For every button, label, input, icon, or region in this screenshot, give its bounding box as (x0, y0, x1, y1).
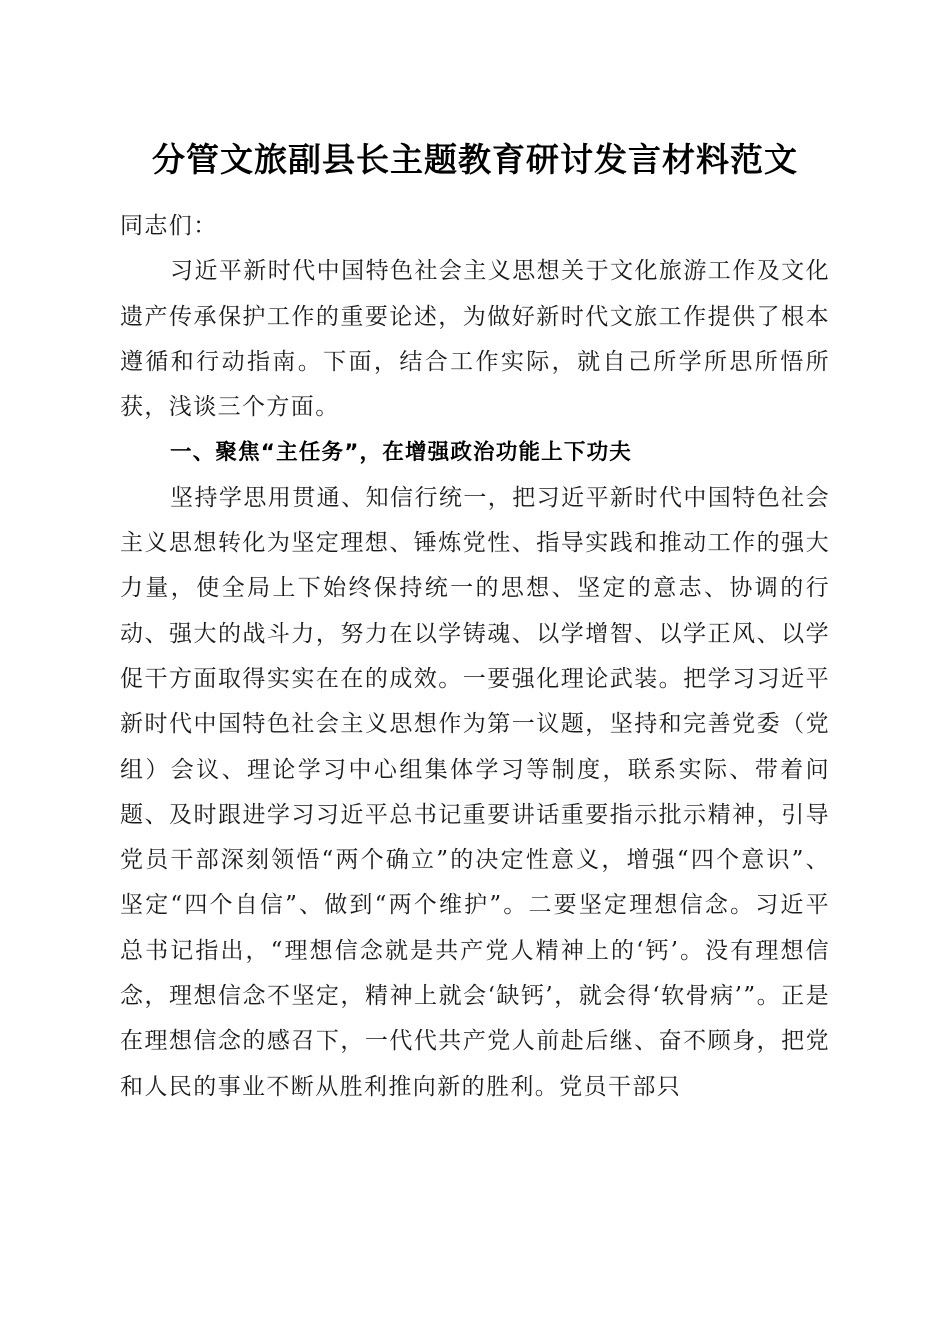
intro-paragraph: 习近平新时代中国特色社会主义思想关于文化旅游工作及文化遗产传承保护工作的重要论述，为做好新时代文旅工作提供了根本遵循和行动指南。下面，结合工作实际，就自己所学所思所悟所获，浅谈三个方面。 (120, 258, 830, 421)
salutation: 同志们： (120, 213, 218, 239)
section-heading-1: 一、聚焦“主任务”，在增强政治功能上下功夫 (170, 440, 632, 466)
document-body (120, 204, 830, 1110)
section-1-paragraph: 坚持学思用贯通、知信行统一，把习近平新时代中国特色社会主义思想转化为坚定理想、锤炼党性、指导实践和推动工作的强大力量，使全局上下始终保持统一的思想、坚定的意志、协调的行动、强大的战斗力，努力在以学铸魂、以学增智、以学正风、以学促干方面取得实实在在的成效。一要强化理论武装。把学习习近平新时代中国特色社会主义思想作为第一议题，坚持和完善党委（党组）会议、理论学习中心组集体学习等制度，联系实际、带着问题、及时跟进学习习近平总书记重要讲话重要指示批示精神，引导党员干部深刻领悟“两个确立”的决定性意义，增强“四个意识”、坚定“四个自信”、做到“两个维护”。二要坚定理想信念。习近平总书记指出，“理想信念就是共产党人精神上的‘钙’。没有理想信念，理想信念不坚定，精神上就会‘缺钙’，就会得‘软骨病’”。正是在理想信念的感召下，一代代共产党人前赴后继、奋不顾身，把党和人民的事业不断从胜利推向新的胜利。党员干部只 (120, 484, 830, 1100)
document-title: 分管文旅副县长主题教育研讨发言材料范文 (152, 140, 798, 179)
